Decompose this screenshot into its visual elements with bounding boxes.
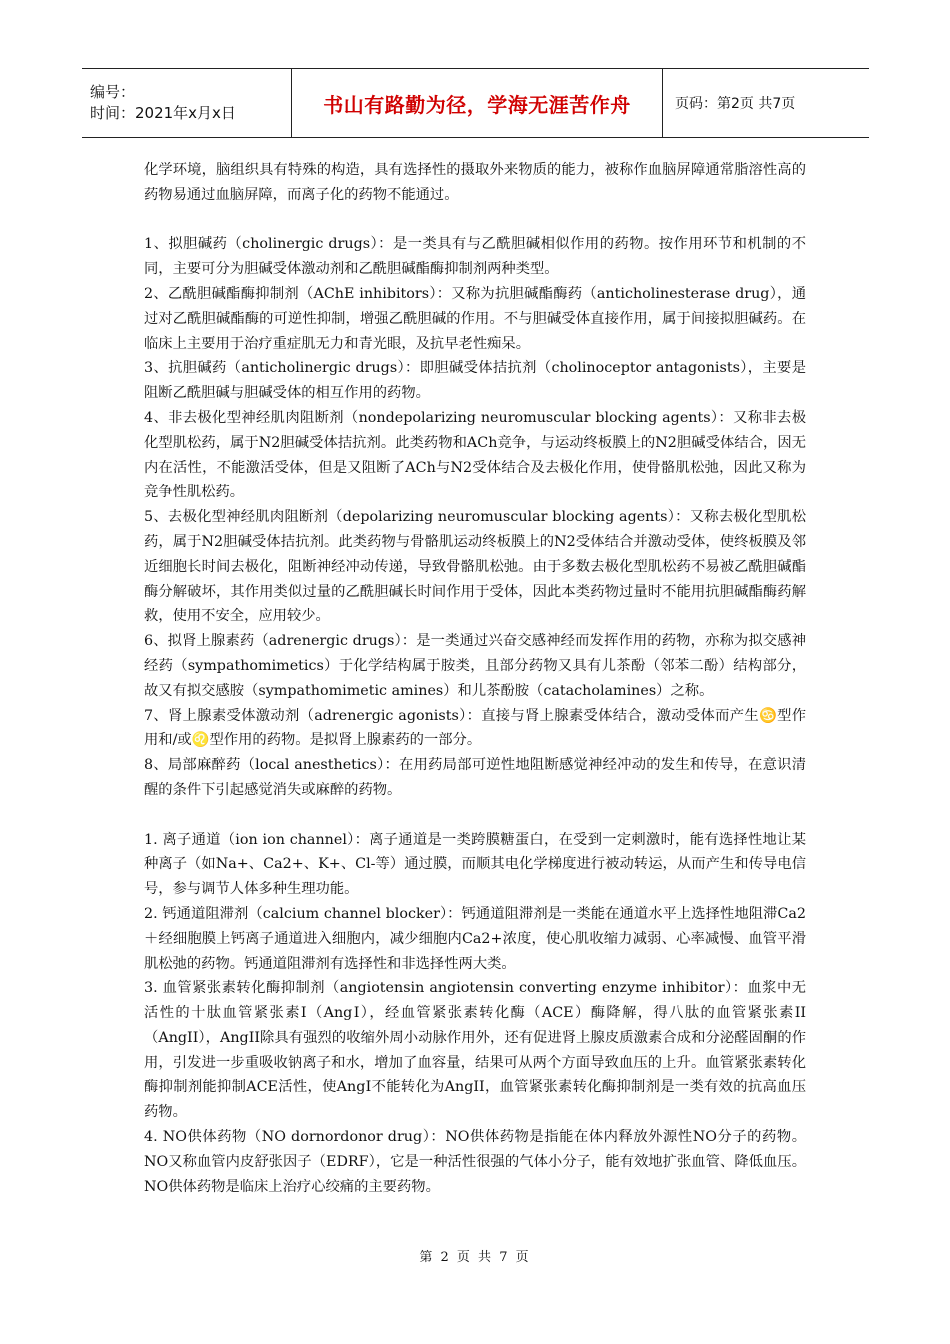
- body-paragraph: 5、去极化型神经肌肉阻断剂（depolarizing neuromuscular blocking agents）：又称去极化型肌松药，属于N2胆碱受体拮抗剂。此类药物与骨骼肌运动终板膜上的N2受体结合并激动受体，使终板膜及邻近细胞长时间去极化，阻断神经冲动传递，导致骨骼肌松弛。由于多数去极化型肌松药不易被乙酰胆碱酯酶分解破坏，其作用类似过量的乙酰胆碱长时间作用于受体，因此本类药物过量时不能用抗胆碱酯酶药解救，使用不安全，应用较少。: [144, 509, 806, 625]
- document-number-label: 编号：: [90, 83, 136, 101]
- header-meta: [82, 69, 292, 137]
- body-paragraph: 8、局部麻醉药（local anesthetics）：在用药局部可逆性地阻断感觉神经冲动的发生和传导，在意识清醒的条件下引起感觉消失或麻醉的药物。: [144, 757, 806, 798]
- body-paragraph: 1. 离子通道（ion ion channel）：离子通道是一类跨膜糖蛋白，在受到一定刺激时，能有选择性地让某种离子（如Na+、Ca2+、K+、Cl-等）通过膜，而顺其电化学梯度进行被动转运，从而产生和传导电信号，参与调节人体多种生理功能。: [144, 831, 806, 898]
- body-paragraph: 化学环境，脑组织具有特殊的构造，具有选择性的摄取外来物质的能力，被称作血脑屏障通常脂溶性高的药物易通过血脑屏障，而离子化的药物不能通过。: [144, 162, 806, 203]
- body-paragraph: 4、非去极化型神经肌肉阻断剂（nondepolarizing neuromuscular blocking agents）：又称非去极化型肌松药，属于N2胆碱受体拮抗剂。此类药物和ACh竞争，与运动终板膜上的N2胆碱受体结合，因无内在活性，不能激活受体，但是又阻断了ACh与N2受体结合及去极化作用，使骨骼肌松弛，因此又称为竞争性肌松药。: [144, 409, 806, 501]
- body-paragraph: 6、拟肾上腺素药（adrenergic drugs）：是一类通过兴奋交感神经而发挥作用的药物，亦称为拟交感神经药（sympathomimetics）于化学结构属于胺类，且部分药物又具有儿茶酚（邻苯二酚）结构部分，故又有拟交感胺（sympathomimetic amines）和儿茶酚胺（catacholamines）之称。: [144, 633, 806, 699]
- header-motto-cell: [292, 69, 663, 137]
- body-paragraph: 2、乙酰胆碱酯酶抑制剂（AChE inhibitors）：又称为抗胆碱酯酶药（anticholinesterase drug），通过对乙酰胆碱酯酶的可逆性抑制，增强乙酰胆碱的作用。不与胆碱受体直接作用，属于间接拟胆碱药。在临床上主要用于治疗重症肌无力和青光眼，及抗早老性痴呆。: [144, 285, 806, 352]
- body-paragraph: 3、抗胆碱药（anticholinergic drugs）：即胆碱受体拮抗剂（cholinoceptor antagonists），主要是阻断乙酰胆碱与胆碱受体的相互作用的药物。: [144, 360, 806, 402]
- body-paragraph: 3. 血管紧张素转化酶抑制剂（angiotensin angiotensin converting enzyme inhibitor）：血浆中无活性的十肽血管紧张素Ⅰ（AngⅠ），经血管紧张素转化酶（ACE）酶降解，得八肽的血管紧张素II（AngII），AngII除具有强烈的收缩外周小动脉作用外，还有促进肾上腺皮质激素合成和分泌醛固酮的作用，引发进一步重吸收钠离子和水，增加了血容量，结果可从两个方面导致血压的上升。血管紧张素转化酶抑制剂能抑制ACE活性，使AngⅠ不能转化为AngII，血管紧张素转化酶抑制剂是一类有效的抗高血压药物。: [144, 980, 806, 1121]
- body-paragraph: 7、肾上腺素受体激动剂（adrenergic agonists）：直接与肾上腺素受体结合，激动受体而产生♋型作用和/或♌型作用的药物。是拟肾上腺素药的一部分。: [144, 707, 806, 749]
- document-body: [144, 158, 806, 1199]
- paragraph-spacer: [144, 208, 806, 233]
- body-paragraph: 1、拟胆碱药（cholinergic drugs）：是一类具有与乙酰胆碱相似作用的药物。按作用环节和机制的不同，主要可分为胆碱受体激动剂和乙酰胆碱酯酶抑制剂两种类型。: [144, 236, 806, 278]
- body-paragraph: 4. NO供体药物（NO dornordonor drug）：NO供体药物是指能在体内释放外源性NO分子的药物。NO又称血管内皮舒张因子（EDRF），它是一种活性很强的气体小分子，能有效地扩张血管、降低血压。NO供体药物是临床上治疗心绞痛的主要药物。: [144, 1129, 806, 1195]
- page-header: [82, 68, 869, 138]
- body-paragraph: 2. 钙通道阻滞剂（calcium channel blocker）：钙通道阻滞剂是一类能在通道水平上选择性地阻滞Ca2＋经细胞膜上钙离子通道进入细胞内，减少细胞内Ca2+浓度，使心肌收缩力减弱、心率减慢、血管平滑肌松弛的药物。钙通道阻滞剂有选择性和非选择性两大类。: [144, 905, 806, 972]
- header-page-cell: [663, 69, 869, 137]
- page-footer: 第 2 页 共 7 页: [419, 1250, 531, 1265]
- document-time-label: 时间：2021年x月x日: [90, 104, 236, 122]
- paragraph-spacer: [144, 803, 806, 828]
- header-page-info: 页码：第2页 共7页: [675, 96, 796, 112]
- header-motto: 书山有路勤为径，学海无涯苦作舟: [323, 92, 631, 117]
